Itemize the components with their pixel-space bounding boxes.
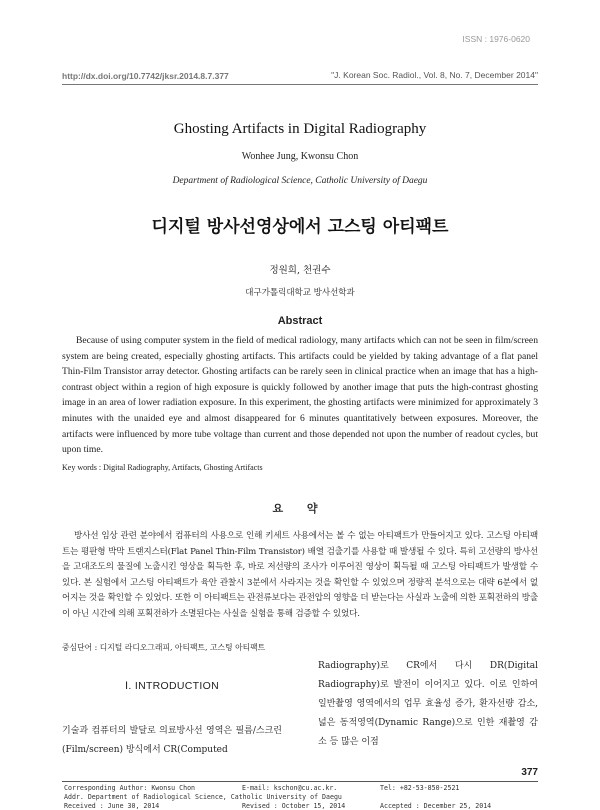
introduction-heading: Ⅰ. INTRODUCTION bbox=[125, 680, 219, 692]
telephone: Tel: +82-53-850-2521 bbox=[380, 784, 460, 792]
keywords: Key words : Digital Radiography, Artifacts, Ghosting Artifacts bbox=[62, 463, 263, 472]
issn: ISSN : 1976-0620 bbox=[462, 34, 530, 44]
introduction-right-column: Radiography)로 CR에서 다시 DR(Digital Radiography)로 발전이 이어지고 있다. 이로 인하여 일반촬영 영역에서의 업무 효율성 증가, 환자선량 감소, 넓은 동적영역(Dynamic Range)으로 인한 재촬영 감소 등 많은 이점 bbox=[318, 661, 538, 747]
abstract-heading: Abstract bbox=[277, 315, 323, 327]
header-divider bbox=[62, 84, 538, 85]
korean-abstract-heading: 요 약 bbox=[272, 502, 328, 515]
korean-keywords: 중심단어 : 디지털 라디오그래피, 아티팩트, 고스팅 아티팩트 bbox=[62, 643, 266, 652]
introduction-left-column: 기술과 컴퓨터의 발달로 의료방사선 영역은 필름/스크린(Film/screen) 방식에서 CR(Computed bbox=[62, 726, 282, 755]
received-date: Received : June 30, 2014 bbox=[64, 802, 160, 810]
doi-link[interactable]: http://dx.doi.org/10.7742/jksr.2014.8.7.377 bbox=[62, 71, 229, 81]
accepted-date: Accepted : December 25, 2014 bbox=[380, 802, 492, 810]
title-korean: 디지털 방사선영상에서 고스팅 아티팩트 bbox=[151, 217, 449, 237]
department-korean: 대구가톨릭대학교 방사선학과 bbox=[245, 288, 355, 298]
korean-abstract-body: 방사선 임상 관련 분야에서 컴퓨터의 사용으로 인해 키세트 사용에서는 볼 수 없는 아티팩트가 만들어지고 있다. 고스팅 아티팩트는 평판형 박막 트랜지스터(Flat Panel Thin-Film Transistor) 배열 검출기를 사용할 때 발생될 수 있다. 특히 고선량의 방사선을 고대조도의 물질에 노출시킨 영상을 획득한 후, 바로 저선량의 조사가 이루어진 영상이 획득될 때 고스팅 아티팩트가 발생할 수 있다. 본 실험에서 고스팅 아티팩트가 육안 관찰시 3분에서 사라지는 것을 확인할 수 있었으며 정량적 분석으로는 대략 6분에서 없어지는 것을 확인할 수 있었다. 또한 이 아티팩트는 관전류보다는 관전압의 영향을 더 받는다는 사실과 노출에 의한 포획전하의 방출이 아닌 시간에 의해 포획전하가 소멸된다는 사실을 실험을 통해 검증할 수 있었다. bbox=[62, 531, 538, 619]
authors-korean: 정원희, 천권수 bbox=[269, 265, 331, 276]
journal-citation: "J. Korean Soc. Radiol., Vol. 8, No. 7, December 2014" bbox=[331, 70, 538, 80]
footer-info bbox=[62, 781, 538, 810]
abstract-body: Because of using computer system in the field of medical radiology, many artifacts which can not be seen in film/screen system are being created, especially ghosting artifacts. This artifacts could be yielded by taking advantage of a flat panel Thin-Film Transistor array detector. Ghosting artifacts can be rarely seen in clinical practice when an image that has a high-contrast object within a region of high exposure is quickly followed by another image that puts the high-contrast ghosting image in an area of lower radiation exposure. In this experiment, the ghosting artifacts were minimized for approximately 3 minutes with the unaided eye and almost disappeared for 6 minutes quantitatively between exposures. Moreover, the artifacts were influenced by more tube voltage than current and those depended not upon the number of readout cycles, but upon time. bbox=[62, 335, 538, 456]
page-number: 377 bbox=[521, 767, 538, 778]
title-english: Ghosting Artifacts in Digital Radiography bbox=[173, 121, 427, 137]
corresponding-author: Corresponding Author: Kwonsu Chon bbox=[64, 784, 196, 792]
revised-date: Revised : October 15, 2014 bbox=[242, 802, 346, 810]
department-english: Department of Radiological Science, Catholic University of Daegu bbox=[172, 176, 428, 186]
address: Addr. Department of Radiological Science, Catholic University of Daegu bbox=[64, 793, 342, 801]
authors-english: Wonhee Jung, Kwonsu Chon bbox=[241, 151, 359, 162]
email: E-mail: kschon@cu.ac.kr. bbox=[242, 784, 338, 792]
